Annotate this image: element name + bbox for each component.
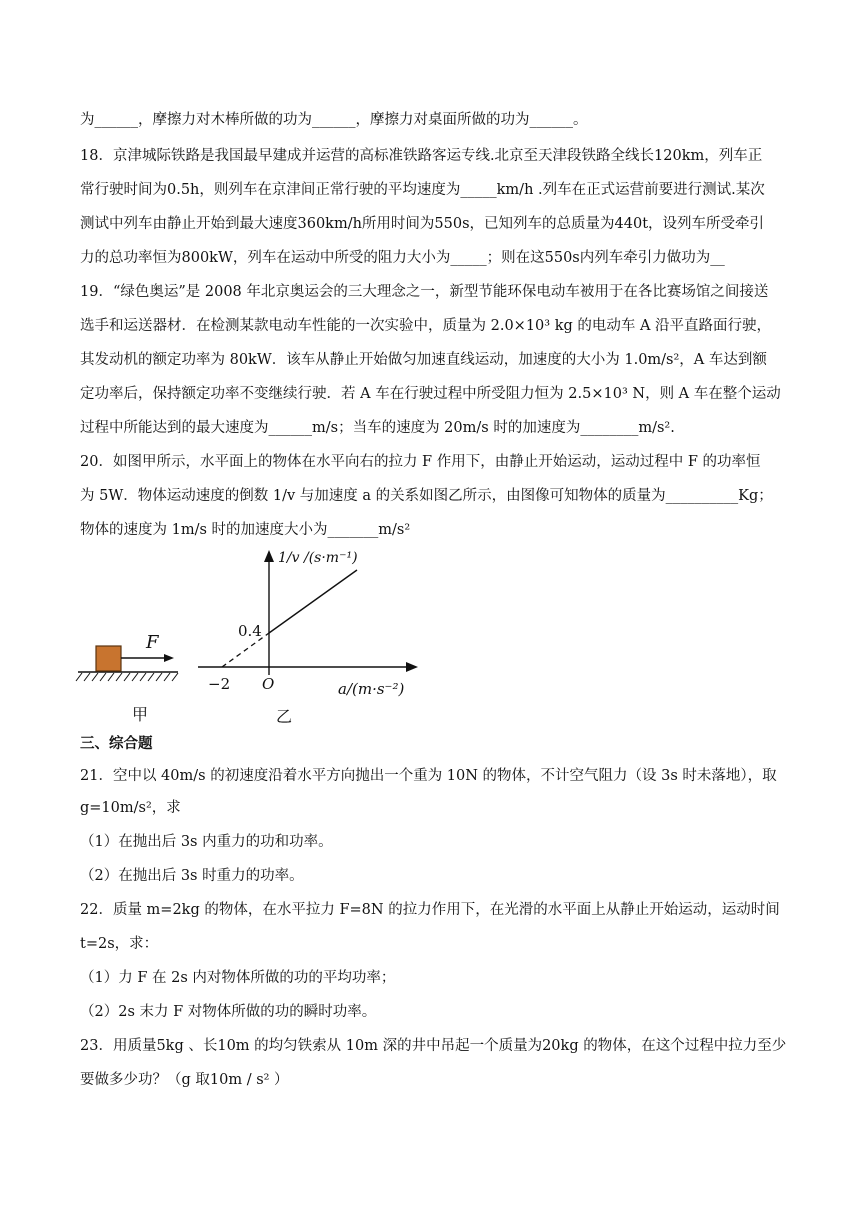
q20-line-2: 为 5W．物体运动速度的倒数 1/v 与加速度 a 的关系如图乙所示，由图像可知物体的质量为__________Kg； (80, 488, 773, 504)
q18-line-1: 18．京津城际铁路是我国最早建成并运营的高标准铁路客运专线.北京至天津段铁路全线长120km，列车正 (80, 148, 763, 164)
y-axis (264, 550, 274, 675)
caption-left: 甲 (132, 705, 149, 724)
q18-line-2: 常行驶时间为0.5h，则列车在京津间正常行驶的平均速度为_____km/h .列车在正式运营前要进行测试.某次 (80, 182, 765, 198)
q17-tail-line: 为______，摩擦力对木棒所做的功为______，摩擦力对桌面所做的功为______。 (80, 112, 588, 128)
caption-right: 乙 (276, 707, 293, 726)
section-title: 三、综合题 (80, 735, 153, 752)
q20-figure (70, 540, 430, 730)
y-axis-label: 1/v /(s·m⁻¹) (278, 550, 358, 566)
q23-line-2: 要做多少功？（g 取10m / s² ） (80, 1072, 289, 1088)
block (96, 646, 121, 671)
q19-line-4: 定功率后，保持额定功率不变继续行驶．若 A 车在行驶过程中所受阻力恒为 2.5×10³ N，则 A 车在整个运动 (80, 386, 781, 402)
q20-line-3: 物体的速度为 1m/s 时的加速度大小为_______m/s² (80, 522, 411, 538)
x-axis (198, 662, 418, 672)
q22-sub-2: （2）2s 末力 F 对物体所做的功的瞬时功率。 (80, 1004, 377, 1020)
q22-sub-1: （1）力 F 在 2s 内对物体所做的功的平均功率； (80, 970, 396, 986)
x-axis-label: a/(m·s⁻²) (338, 680, 405, 698)
force-label: F (146, 632, 159, 653)
q19-line-5: 过程中所能达到的最大速度为______m/s；当车的速度为 20m/s 时的加速度为________m/s². (80, 420, 675, 436)
q18-line-4: 力的总功率恒为800kW，列车在运动中所受的阻力大小为_____；则在这550s内列车牵引力做功为__ (80, 250, 725, 266)
q21-line-2: g=10m/s²，求 (80, 800, 181, 816)
q23-line-1: 23．用质量5kg 、长10m 的均匀铁索从 10m 深的井中吊起一个质量为20kg 的物体，在这个过程中拉力至少 (80, 1038, 787, 1054)
q20-line-1: 20．如图甲所示，水平面上的物体在水平向右的拉力 F 作用下，由静止开始运动，运动过程中 F 的功率恒 (80, 454, 761, 470)
q21-sub-1: （1）在抛出后 3s 内重力的功和功率。 (80, 834, 333, 850)
q19-line-1: 19．“绿色奥运”是 2008 年北京奥运会的三大理念之一，新型节能环保电动车被用于在各比赛场馆之间接送 (80, 284, 769, 300)
q22-line-1: 22．质量 m=2kg 的物体，在水平拉力 F=8N 的拉力作用下，在光滑的水平面上从静止开始运动，运动时间 (80, 902, 780, 918)
q19-line-2: 选手和运送器材．在检测某款电动车性能的一次实验中，质量为 2.0×10³ kg 的电动车 A 沿平直路面行驶， (80, 318, 772, 334)
q21-sub-2: （2）在抛出后 3s 时重力的功率。 (80, 868, 304, 884)
q21-line-1: 21．空中以 40m/s 的初速度沿着水平方向抛出一个重为 10N 的物体，不计空气阻力（设 3s 时未落地），取 (80, 768, 777, 784)
force-arrow (121, 654, 174, 662)
origin-label: O (262, 675, 275, 693)
q18-line-3: 测试中列车由静止开始到最大速度360km/h所用时间为550s，已知列车的总质量为440t，设列车所受牵引 (80, 216, 765, 232)
y-intercept-label: 0.4 (238, 622, 262, 640)
ground-surface (76, 672, 178, 681)
x-intercept-label: −2 (208, 675, 231, 693)
q19-line-3: 其发动机的额定功率为 80kW．该车从静止开始做匀加速直线运动，加速度的大小为 1.0m/s²，A 车达到额 (80, 352, 767, 368)
graph-line (269, 570, 357, 633)
q22-line-2: t=2s，求： (80, 936, 159, 952)
